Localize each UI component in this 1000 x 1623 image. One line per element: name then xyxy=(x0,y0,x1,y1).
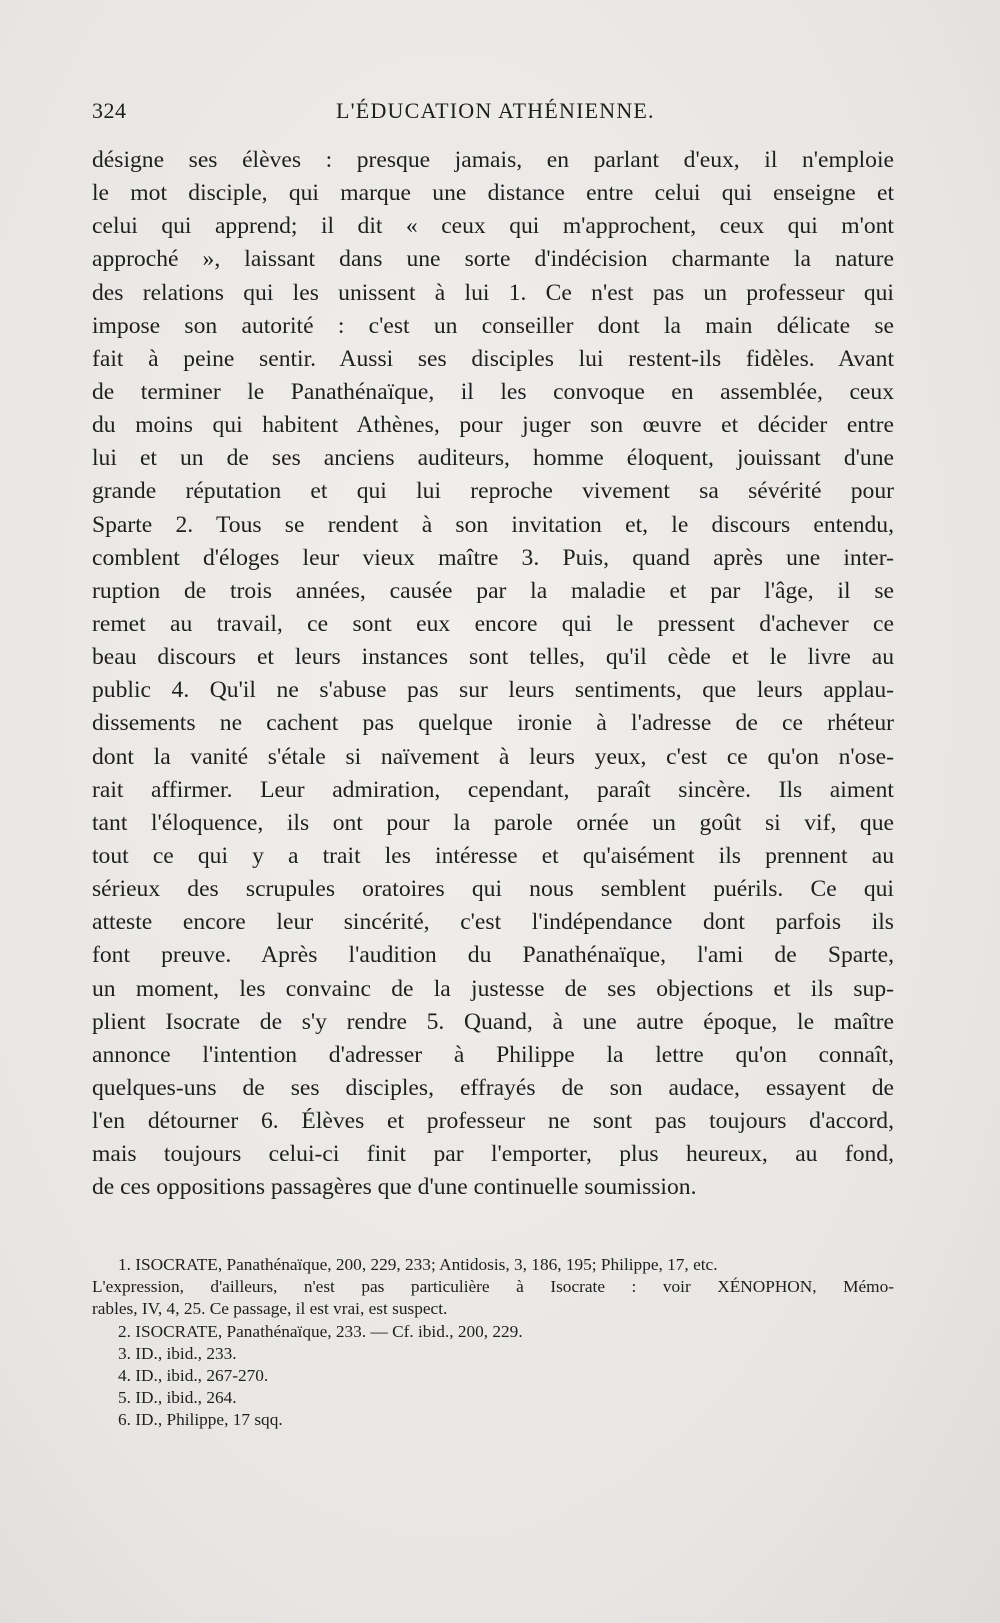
text-line: impose son autorité : c'est un conseiller dont la main délicate se xyxy=(92,312,894,339)
page-header xyxy=(92,98,896,134)
text-line: comblent d'éloges leur vieux maître 3. Puis, quand après une inter- xyxy=(92,544,894,571)
text-line: Sparte 2. Tous se rendent à son invitation et, le discours entendu, xyxy=(92,511,894,538)
footnote: 1. ISOCRATE, Panathénaïque, 200, 229, 233; Antidosis, 3, 186, 195; Philippe, 17, etc. xyxy=(118,1255,718,1274)
running-title: L'ÉDUCATION ATHÉNIENNE. xyxy=(336,98,655,123)
text-line: fait à peine sentir. Aussi ses disciples lui restent-ils fidèles. Avant xyxy=(92,345,894,372)
text-line: approché », laissant dans une sorte d'indécision charmante la nature xyxy=(92,246,894,273)
footnote: 2. ISOCRATE, Panathénaïque, 233. — Cf. ibid., 200, 229. xyxy=(118,1321,523,1341)
text-line: tout ce qui y a trait les intéresse et qu'aisément ils prennent au xyxy=(92,842,894,869)
body-text xyxy=(92,144,894,1205)
text-line: font preuve. Après l'audition du Panathénaïque, l'ami de Sparte, xyxy=(92,942,894,969)
footnote-continuation: L'expression, d'ailleurs, n'est pas particulière à Isocrate : voir XÉNOPHON, Mémo- xyxy=(92,1277,894,1297)
page-number: 324 xyxy=(92,98,127,123)
text-line: mais toujours celui-ci finit par l'emporter, plus heureux, au fond, xyxy=(92,1141,894,1168)
text-line: tant l'éloquence, ils ont pour la parole ornée un goût si vif, que xyxy=(92,809,894,836)
text-line: lui et un de ses anciens auditeurs, homme éloquent, jouissant d'une xyxy=(92,445,894,472)
text-line: rait affirmer. Leur admiration, cependant, paraît sincère. Ils aiment xyxy=(92,776,894,803)
text-line: des relations qui les unissent à lui 1. Ce n'est pas un professeur qui xyxy=(92,279,894,306)
footnotes xyxy=(92,1254,894,1432)
text-line: du moins qui habitent Athènes, pour juger son œuvre et décider entre xyxy=(92,412,894,439)
text-line: sérieux des scrupules oratoires qui nous semblent puérils. Ce qui xyxy=(92,876,894,903)
text-line: grande réputation et qui lui reproche vivement sa sévérité pour xyxy=(92,478,894,505)
text-line: dont la vanité s'étale si naïvement à leurs yeux, c'est ce qu'on n'ose- xyxy=(92,743,894,770)
footnote: 6. ID., Philippe, 17 sqq. xyxy=(118,1410,283,1430)
text-line: remet au travail, ce sont eux encore qui le pressent d'achever ce xyxy=(92,610,894,637)
text-line: plient Isocrate de s'y rendre 5. Quand, à une autre époque, le maître xyxy=(92,1008,894,1035)
text-line: dissements ne cachent pas quelque ironie à l'adresse de ce rhéteur xyxy=(92,710,894,737)
footnote: 5. ID., ibid., 264. xyxy=(118,1388,237,1408)
footnote-continuation: rables, IV, 4, 25. Ce passage, il est vrai, est suspect. xyxy=(92,1299,448,1319)
text-line: ruption de trois années, causée par la maladie et par l'âge, il se xyxy=(92,577,894,604)
footnote: 3. ID., ibid., 233. xyxy=(118,1343,237,1363)
text-line: atteste encore leur sincérité, c'est l'indépendance dont parfois ils xyxy=(92,909,894,936)
text-line: quelques-uns de ses disciples, effrayés de son audace, essayent de xyxy=(92,1074,894,1101)
text-line: le mot disciple, qui marque une distance entre celui qui enseigne et xyxy=(92,180,894,207)
text-line: de terminer le Panathénaïque, il les convoque en assemblée, ceux xyxy=(92,378,894,405)
text-line: de ces oppositions passagères que d'une continuelle soumission. xyxy=(92,1174,697,1201)
footnote: 4. ID., ibid., 267-270. xyxy=(118,1365,269,1385)
text-line: public 4. Qu'il ne s'abuse pas sur leurs sentiments, que leurs applau- xyxy=(92,677,894,704)
text-line: annonce l'intention d'adresser à Philippe la lettre qu'on connaît, xyxy=(92,1041,894,1068)
text-line: un moment, les convainc de la justesse de ses objections et ils sup- xyxy=(92,975,894,1002)
text-line: l'en détourner 6. Élèves et professeur ne sont pas toujours d'accord, xyxy=(92,1108,894,1135)
text-line: beau discours et leurs instances sont telles, qu'il cède et le livre au xyxy=(92,644,894,671)
text-line: celui qui apprend; il dit « ceux qui m'approchent, ceux qui m'ont xyxy=(92,213,894,240)
text-line: désigne ses élèves : presque jamais, en parlant d'eux, il n'emploie xyxy=(92,147,894,173)
